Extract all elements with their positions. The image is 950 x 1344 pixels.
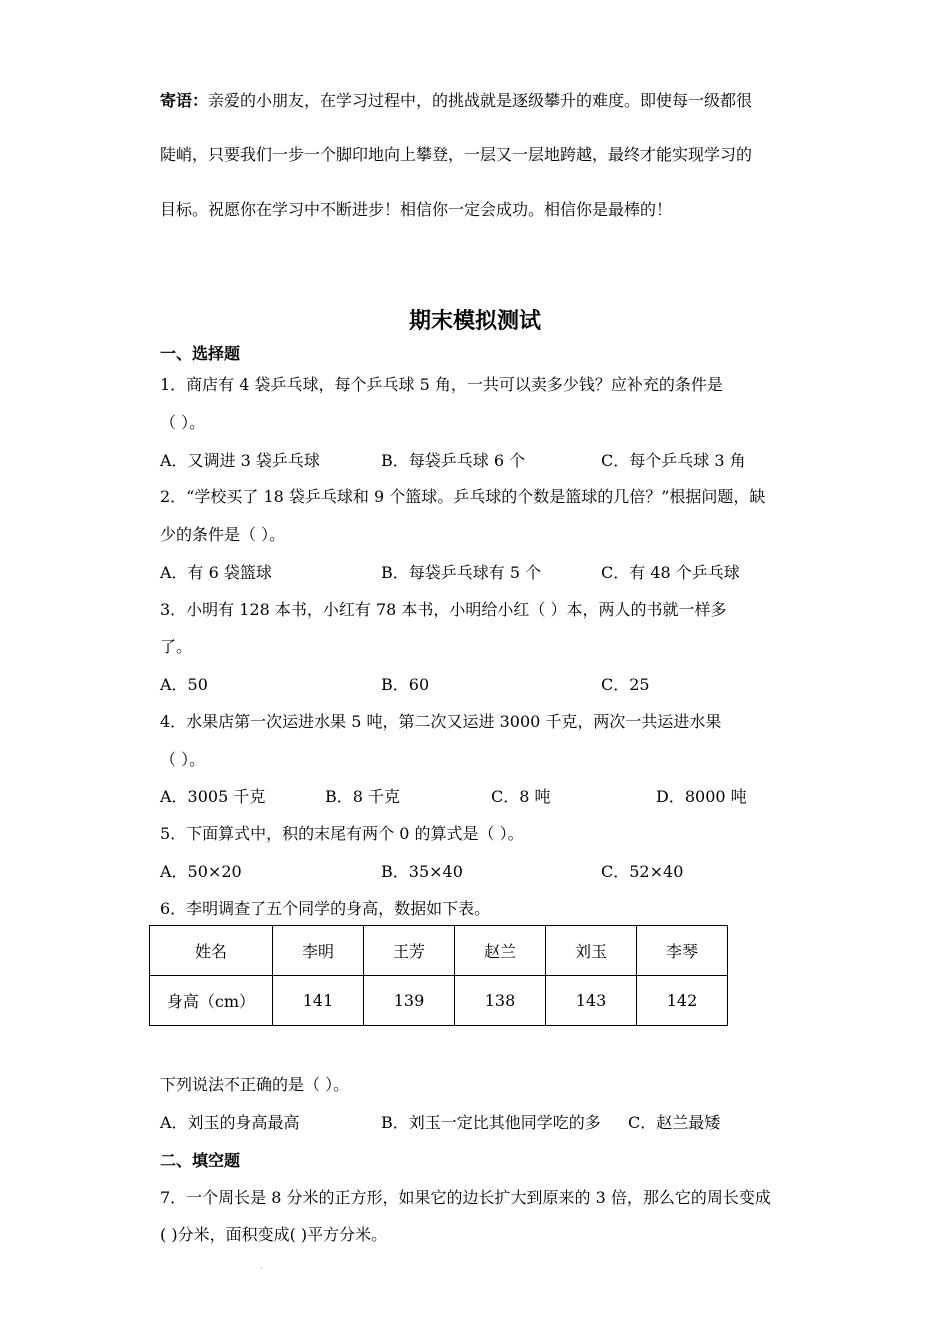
- height-table: [149, 925, 728, 1026]
- q1-option-a: A．又调进 3 袋乒乓球: [160, 451, 320, 470]
- q4-option-d: D．8000 吨: [656, 787, 747, 806]
- section-heading-fill: 二、填空题: [160, 1151, 241, 1170]
- table-cell: 141: [273, 976, 364, 1026]
- q1-stem-line-1: 1．商店有 4 袋乒乓球，每个乒乓球 5 角，一共可以卖多少钱？应补充的条件是: [160, 375, 723, 394]
- q2-option-c: C．有 48 个乒乓球: [601, 563, 740, 582]
- table-cell: 刘玉: [546, 926, 637, 976]
- table-cell: 王芳: [364, 926, 455, 976]
- greeting-label: 寄语：: [160, 91, 209, 110]
- q1-option-c: C．每个乒乓球 3 角: [601, 451, 746, 470]
- q5-option-a: A．50×20: [160, 862, 242, 881]
- table-header-row: [150, 926, 728, 976]
- q4-stem-line-2: （ ）。: [160, 750, 206, 769]
- table-cell: 姓名: [150, 926, 273, 976]
- table-cell: 142: [637, 976, 728, 1026]
- q5-option-c: C．52×40: [601, 862, 684, 881]
- q4-stem-line-1: 4．水果店第一次运进水果 5 吨，第二次又运进 3000 千克，两次一共运进水果: [160, 712, 722, 731]
- q3-stem-line-2: 了。: [160, 637, 193, 656]
- q6-option-a: A．刘玉的身高最高: [160, 1113, 300, 1132]
- q5-option-b: B．35×40: [381, 862, 463, 881]
- q7-stem-line-1: 7．一个周长是 8 分米的正方形，如果它的边长扩大到原来的 3 倍，那么它的周长变成: [160, 1188, 771, 1207]
- q4-option-c: C．8 吨: [491, 787, 551, 806]
- table-cell: 143: [546, 976, 637, 1026]
- q2-stem-line-2: 少的条件是（ ）。: [160, 525, 286, 544]
- table-row: [150, 976, 728, 1026]
- greeting-line-1: [160, 91, 752, 111]
- q3-stem-line-1: 3．小明有 128 本书，小红有 78 本书，小明给小红（ ）本，两人的书就一样多: [160, 600, 727, 619]
- q3-option-b: B．60: [381, 675, 430, 694]
- greeting-text-1: 亲爱的小朋友，在学习过程中，的挑战就是逐级攀升的难度。即使每一级都很: [208, 91, 753, 110]
- table-cell: 139: [364, 976, 455, 1026]
- q6-stem: 6．李明调查了五个同学的身高，数据如下表。: [160, 899, 491, 918]
- q6-question: 下列说法不正确的是（ ）。: [160, 1075, 350, 1094]
- table-cell: 138: [455, 976, 546, 1026]
- q3-option-c: C．25: [601, 675, 650, 694]
- q1-stem-line-2: （ ）。: [160, 413, 206, 432]
- greeting-line-2: 陡峭，只要我们一步一个脚印地向上攀登，一层又一层地跨越，最终才能实现学习的: [160, 145, 753, 164]
- q2-option-b: B．每袋乒乓球有 5 个: [381, 563, 542, 582]
- q1-option-b: B．每袋乒乓球 6 个: [381, 451, 526, 470]
- table-cell: 赵兰: [455, 926, 546, 976]
- q3-option-a: A．50: [160, 675, 208, 694]
- table-cell: 李明: [273, 926, 364, 976]
- q5-stem: 5．下面算式中，积的末尾有两个 0 的算式是（ ）。: [160, 824, 524, 843]
- table-cell: 李琴: [637, 926, 728, 976]
- q6-option-b: B．刘玉一定比其他同学吃的多: [381, 1113, 601, 1132]
- q2-option-a: A．有 6 袋篮球: [160, 563, 272, 582]
- q4-option-a: A．3005 千克: [160, 787, 266, 806]
- section-heading-choice: 一、选择题: [160, 344, 241, 363]
- q7-stem-line-2: ( )分米，面积变成( )平方分米。: [160, 1225, 388, 1244]
- table-cell: 身高（cm）: [150, 976, 273, 1026]
- page-title: 期末模拟测试: [408, 309, 541, 334]
- greeting-line-3: 目标。祝愿你在学习中不断进步！相信你一定会成功。相信你是最棒的！: [160, 200, 673, 219]
- q2-stem-line-1: 2．“学校买了 18 袋乒乓球和 9 个篮球。乒乓球的个数是篮球的几倍？”根据问题，缺: [160, 487, 766, 506]
- q4-option-b: B．8 千克: [325, 787, 401, 806]
- scan-dot-mark: ·: [260, 1264, 263, 1273]
- q6-option-c: C．赵兰最矮: [628, 1113, 721, 1132]
